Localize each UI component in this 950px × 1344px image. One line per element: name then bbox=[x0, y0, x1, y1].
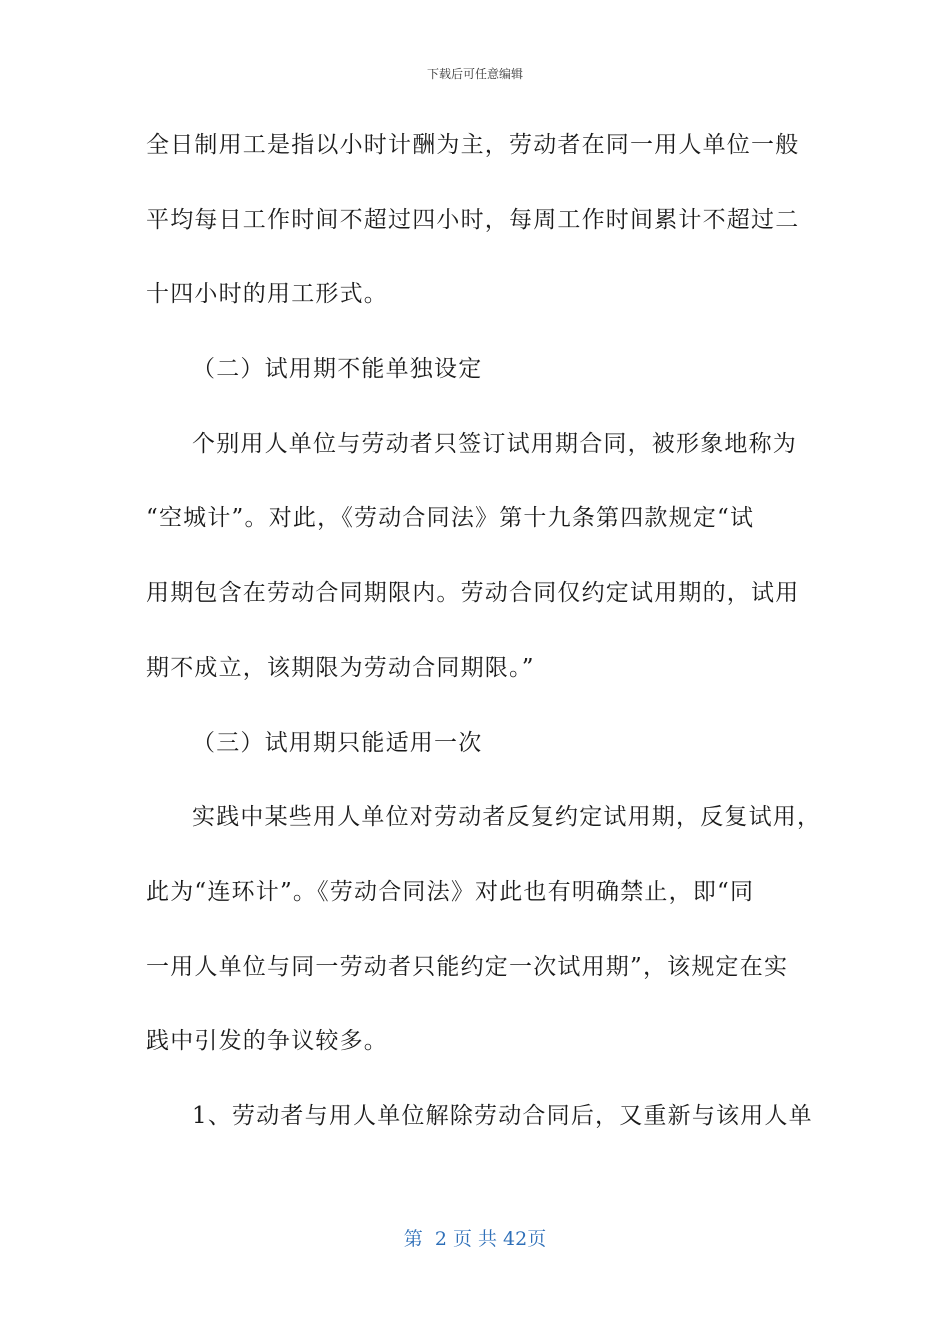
section-heading: （二）试用期不能单独设定 bbox=[192, 356, 483, 383]
paragraph-line: 全日制用工是指以小时计酬为主，劳动者在同一用人单位一般 bbox=[146, 132, 800, 158]
paragraph-line: “空城计”。对此，《劳动合同法》第十九条第四款规定“试 bbox=[146, 505, 755, 532]
paragraph-line: 用期包含在劳动合同期限内。劳动合同仅约定试用期的，试用 bbox=[146, 580, 800, 607]
page-header: 下载后可任意编辑 bbox=[426, 67, 523, 81]
page-number-footer: 第 2 页 共 42页 bbox=[403, 1228, 547, 1250]
section-heading: （三）试用期只能适用一次 bbox=[192, 729, 483, 756]
list-item: 1、劳动者与用人单位解除劳动合同后，又重新与该用人单 bbox=[192, 1102, 813, 1129]
paragraph-line: 践中引发的争议较多。 bbox=[146, 1028, 388, 1055]
document-body bbox=[146, 120, 822, 1166]
paragraph-line: 十四小时的用工形式。 bbox=[146, 281, 388, 308]
paragraph-line: 个别用人单位与劳动者只签订试用期合同，被形象地称为 bbox=[192, 430, 797, 457]
paragraph-line: 平均每日工作时间不超过四小时，每周工作时间累计不超过二 bbox=[146, 206, 800, 233]
paragraph-line: 实践中某些用人单位对劳动者反复约定试用期，反复试用， bbox=[192, 804, 822, 831]
paragraph-line: 此为“连环计”。《劳动合同法》对此也有明确禁止，即“同 bbox=[146, 878, 755, 905]
paragraph-line: 一用人单位与同一劳动者只能约定一次试用期”，该规定在实 bbox=[146, 953, 789, 980]
paragraph-line: 期不成立，该期限为劳动合同期限。” bbox=[146, 654, 535, 681]
